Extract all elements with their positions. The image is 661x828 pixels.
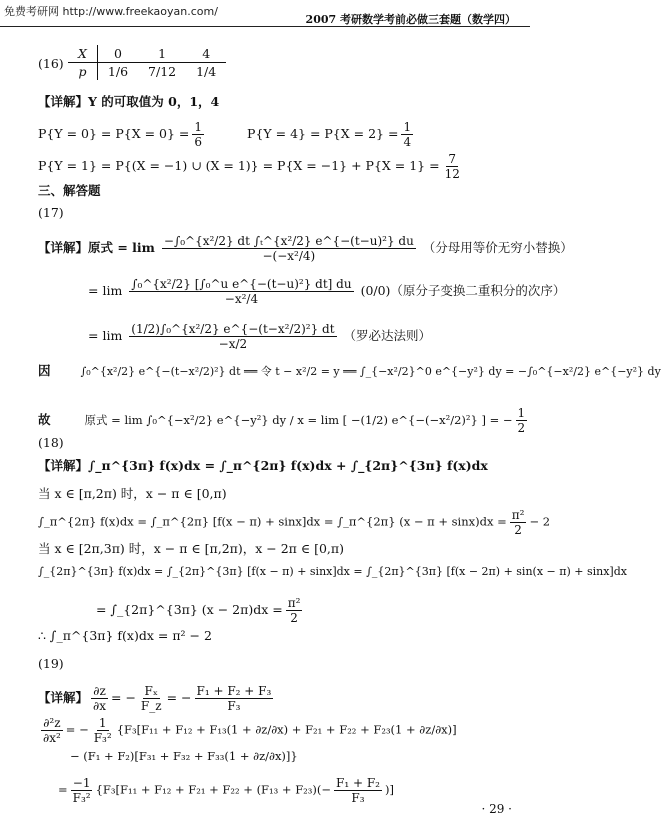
q18-line6 [96, 596, 305, 625]
formula-text: {F₃[F₁₁ + F₁₂ + F₁₃(1 + ∂z/∂x) + F₂₁ + F₂₂ + F₂₃(1 + ∂z/∂x)] [116, 722, 457, 737]
fraction: $\frac{\text{F₁ + F₂}}{\text{F₃}}$ [336, 776, 380, 805]
table-row [68, 63, 226, 81]
q16-label: (16) [38, 56, 64, 71]
q16-line2 [38, 152, 465, 181]
fraction: $\frac{\text{∂²z}}{\text{∂x²}}$ [43, 716, 61, 745]
formula-text: 【详解】原式 = lim [38, 240, 155, 255]
formula-text: ∫₀^{x²/2} e^{−(t−x²/2)²} dt ══ 令 t − x²/2 = y ══ ∫_{−x²/2}^0 e^{−y²} dy = −∫₀^{−x²/2} e^{−y²} dy [80, 365, 661, 378]
formula-text: = lim [88, 328, 123, 343]
formula-text: = − [166, 690, 192, 705]
formula-text: = − [65, 722, 89, 737]
formula-text: ∫_{2π}^{3π} f(x)dx = ∫_{2π}^{3π} [f(x − π) + sinx]dx = ∫_{2π}^{3π} [f(x − 2π) + sin(x − π) + sinx]dx [38, 565, 627, 578]
page-header [0, 0, 530, 27]
fraction: $\frac{\partial z}{\partial x}$ [93, 684, 106, 713]
table-cell: 1 [138, 45, 186, 63]
distribution-table [68, 45, 226, 80]
q16-line1 [38, 120, 416, 149]
therefore-label: 故 [38, 412, 51, 427]
table-row [68, 45, 226, 63]
q17-line2 [88, 277, 565, 306]
q17-line1 [38, 234, 573, 263]
note-text: （分母用等价无穷小替换） [422, 240, 573, 255]
formula-text: 当 x ∈ [π,2π) 时，x − π ∈ [0,π) [38, 486, 227, 501]
formula-text: {F₃[F₁₁ + F₁₂ + F₂₁ + F₂₂ + (F₁₃ + F₂₃)(− [95, 782, 332, 797]
table-cell: 4 [186, 45, 226, 63]
page-number: · 29 · [481, 802, 512, 816]
note-text: (0/0)（原分子变换二重积分的次序） [360, 283, 566, 298]
formula-text: 当 x ∈ [2π,3π) 时，x − π ∈ [π,2π)，x − 2π ∈ [0,π) [38, 541, 344, 556]
formula-text: P{Y = 0} = P{X = 0} = [38, 126, 190, 141]
table-cell: 0 [97, 45, 138, 63]
table-cell: X [68, 45, 97, 63]
q17-because [38, 363, 661, 380]
q19-line4 [58, 776, 394, 805]
formula-text: P{Y = 4} = P{X = 2} = [247, 126, 399, 141]
formula-text: = lim [88, 283, 123, 298]
q19-line2 [38, 716, 457, 745]
q17-therefore [38, 406, 530, 435]
fraction: $\frac{1}{\text{F₃²}}$ [93, 716, 112, 745]
table-cell: 1/4 [196, 64, 217, 79]
fraction: $\frac{1}{2}$ [517, 406, 526, 435]
formula-text: ∴ ∫_π^{3π} f(x)dx = π² − 2 [38, 628, 212, 643]
formula-text: − (F₁ + F₂)[F₃₁ + F₃₂ + F₃₃(1 + ∂z/∂x)]} [70, 749, 298, 763]
section-heading: 三、解答题 [38, 183, 101, 198]
table-cell: p [68, 63, 97, 81]
formula-text: − 2 [529, 514, 551, 529]
fraction: $\frac{\text{(1/2)∫₀\textasciicircum{}\{x²/2\} e\textasciicircum{}\{−(t−x²/2)²\} dt}}{-x/2}$ [131, 322, 335, 351]
q18-label: (18) [38, 435, 64, 450]
formula-text: = [58, 782, 68, 797]
header-title: 2007 考研数学考前必做三套题（数学四） [305, 13, 516, 26]
because-label: 因 [38, 363, 51, 378]
table-cell: 7/12 [148, 64, 177, 79]
q17-line3 [88, 322, 431, 351]
q17-label: (17) [38, 205, 64, 220]
formula-text: = ∫_{2π}^{3π} (x − 2π)dx = [96, 602, 283, 617]
site-watermark: 免费考研网 http://www.freekaoyan.com/ [4, 5, 218, 18]
fraction: $\frac{\text{π²}}{2}$ [511, 508, 525, 537]
fraction: $\frac{\text{F₁ + F₂ + F₃}}{\text{F₃}}$ [196, 684, 272, 713]
formula-text: )] [384, 782, 394, 797]
q19-line1 [38, 684, 276, 713]
q19-label: (19) [38, 656, 64, 671]
fraction: $\frac{-1}{\text{F₃²}}$ [72, 776, 91, 805]
fraction: $\frac{7}{12}$ [444, 152, 460, 181]
formula-text: 原式 = lim ∫₀^{−x²/2} e^{−y²} dy / x = lim [ −(1/2) e^{−(−x²/2)²} ] = − [84, 413, 513, 427]
fraction: $\frac{\text{−∫₀\textasciicircum{}\{x²/2\} dt ∫ₜ\textasciicircum{}\{x²/2\} e\textasciicircum{}\{−(t−u)²\} du}}{\text{−(−x²/4)}}$ [163, 234, 414, 263]
formula-text: ∫_π^{2π} f(x)dx = ∫_π^{2π} [f(x − π) + sinx]dx = ∫_π^{2π} (x − π + sinx)dx = [38, 514, 507, 529]
q16-detail: 【详解】Y 的可取值为 0，1，4 [38, 94, 220, 109]
formula-text: 【详解】∫_π^{3π} f(x)dx = ∫_π^{2π} f(x)dx + ∫_{2π}^{3π} f(x)dx [38, 458, 488, 473]
formula-text: P{Y = 1} = P{(X = −1) ∪ (X = 1)} = P{X = −1} + P{X = 1} = [38, 158, 440, 173]
fraction: $\frac{\text{Fₓ}}{F\_z}$ [140, 684, 162, 713]
note-text: （罗必达法则） [343, 328, 432, 343]
fraction: $\frac{\text{π²}}{2}$ [287, 596, 301, 625]
fraction: $\frac{1}{4}$ [403, 120, 412, 149]
formula-text: 【详解】 [38, 690, 89, 705]
q18-line3 [38, 508, 550, 537]
formula-text: = − [111, 690, 136, 705]
fraction: $\frac{1}{6}$ [194, 120, 203, 149]
table-cell: 1/6 [107, 64, 129, 79]
fraction: $\frac{\text{∫₀\textasciicircum{}\{x²/2\} [∫₀\textasciicircum{}u e\textasciicircum{}\{−(t−u)²\} dt] du}}{\text{−x²/4}}$ [131, 277, 352, 306]
